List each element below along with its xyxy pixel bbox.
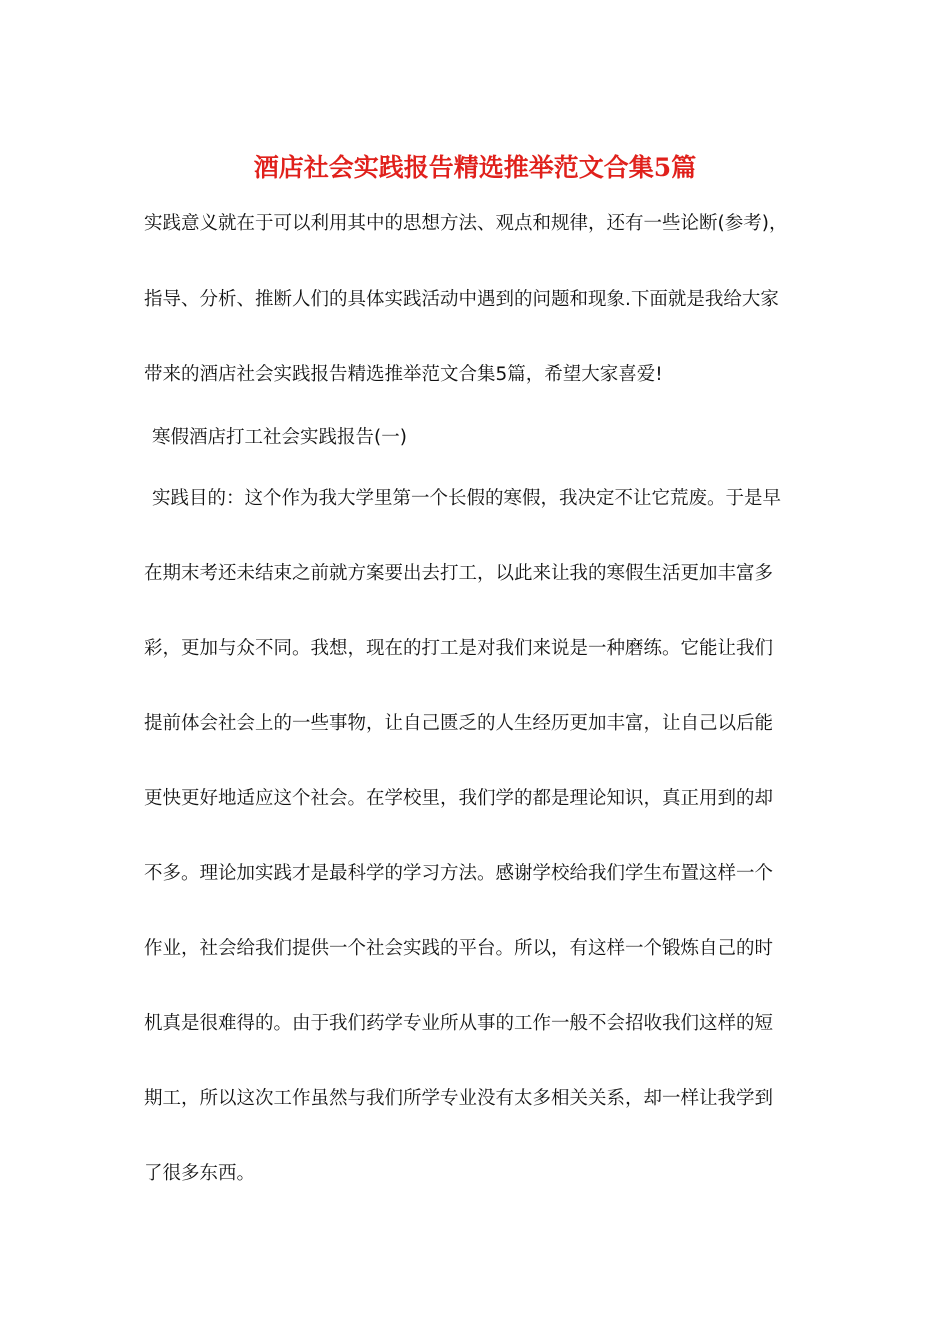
body-line: 了很多东西。 bbox=[144, 1163, 256, 1184]
section-heading: 寒假酒店打工社会实践报告(一) bbox=[152, 427, 407, 448]
document-title: 酒店社会实践报告精选推举范文合集5篇 bbox=[253, 153, 697, 182]
intro-line: 指导、分析、推断人们的具体实践活动中遇到的问题和现象.下面就是我给大家 bbox=[144, 289, 779, 310]
body-line: 作业，社会给我们提供一个社会实践的平台。所以，有这样一个锻炼自己的时 bbox=[144, 938, 774, 959]
body-line: 彩，更加与众不同。我想，现在的打工是对我们来说是一种磨练。它能让我们 bbox=[144, 638, 774, 659]
body-line: 期工，所以这次工作虽然与我们所学专业没有太多相关关系，却一样让我学到 bbox=[144, 1088, 774, 1109]
intro-line: 实践意义就在于可以利用其中的思想方法、观点和规律，还有一些论断(参考)， bbox=[144, 213, 788, 234]
body-line: 在期末考还未结束之前就方案要出去打工，以此来让我的寒假生活更加丰富多 bbox=[144, 563, 774, 584]
intro-line: 带来的酒店社会实践报告精选推举范文合集5篇，希望大家喜爱! bbox=[144, 364, 663, 385]
body-line: 更快更好地适应这个社会。在学校里，我们学的都是理论知识，真正用到的却 bbox=[144, 788, 774, 809]
body-line: 提前体会社会上的一些事物，让自己匮乏的人生经历更加丰富，让自己以后能 bbox=[144, 713, 774, 734]
body-line: 实践目的：这个作为我大学里第一个长假的寒假，我决定不让它荒废。于是早 bbox=[152, 488, 782, 509]
body-line: 机真是很难得的。由于我们药学专业所从事的工作一般不会招收我们这样的短 bbox=[144, 1013, 774, 1034]
body-line: 不多。理论加实践才是最科学的学习方法。感谢学校给我们学生布置这样一个 bbox=[144, 863, 774, 884]
